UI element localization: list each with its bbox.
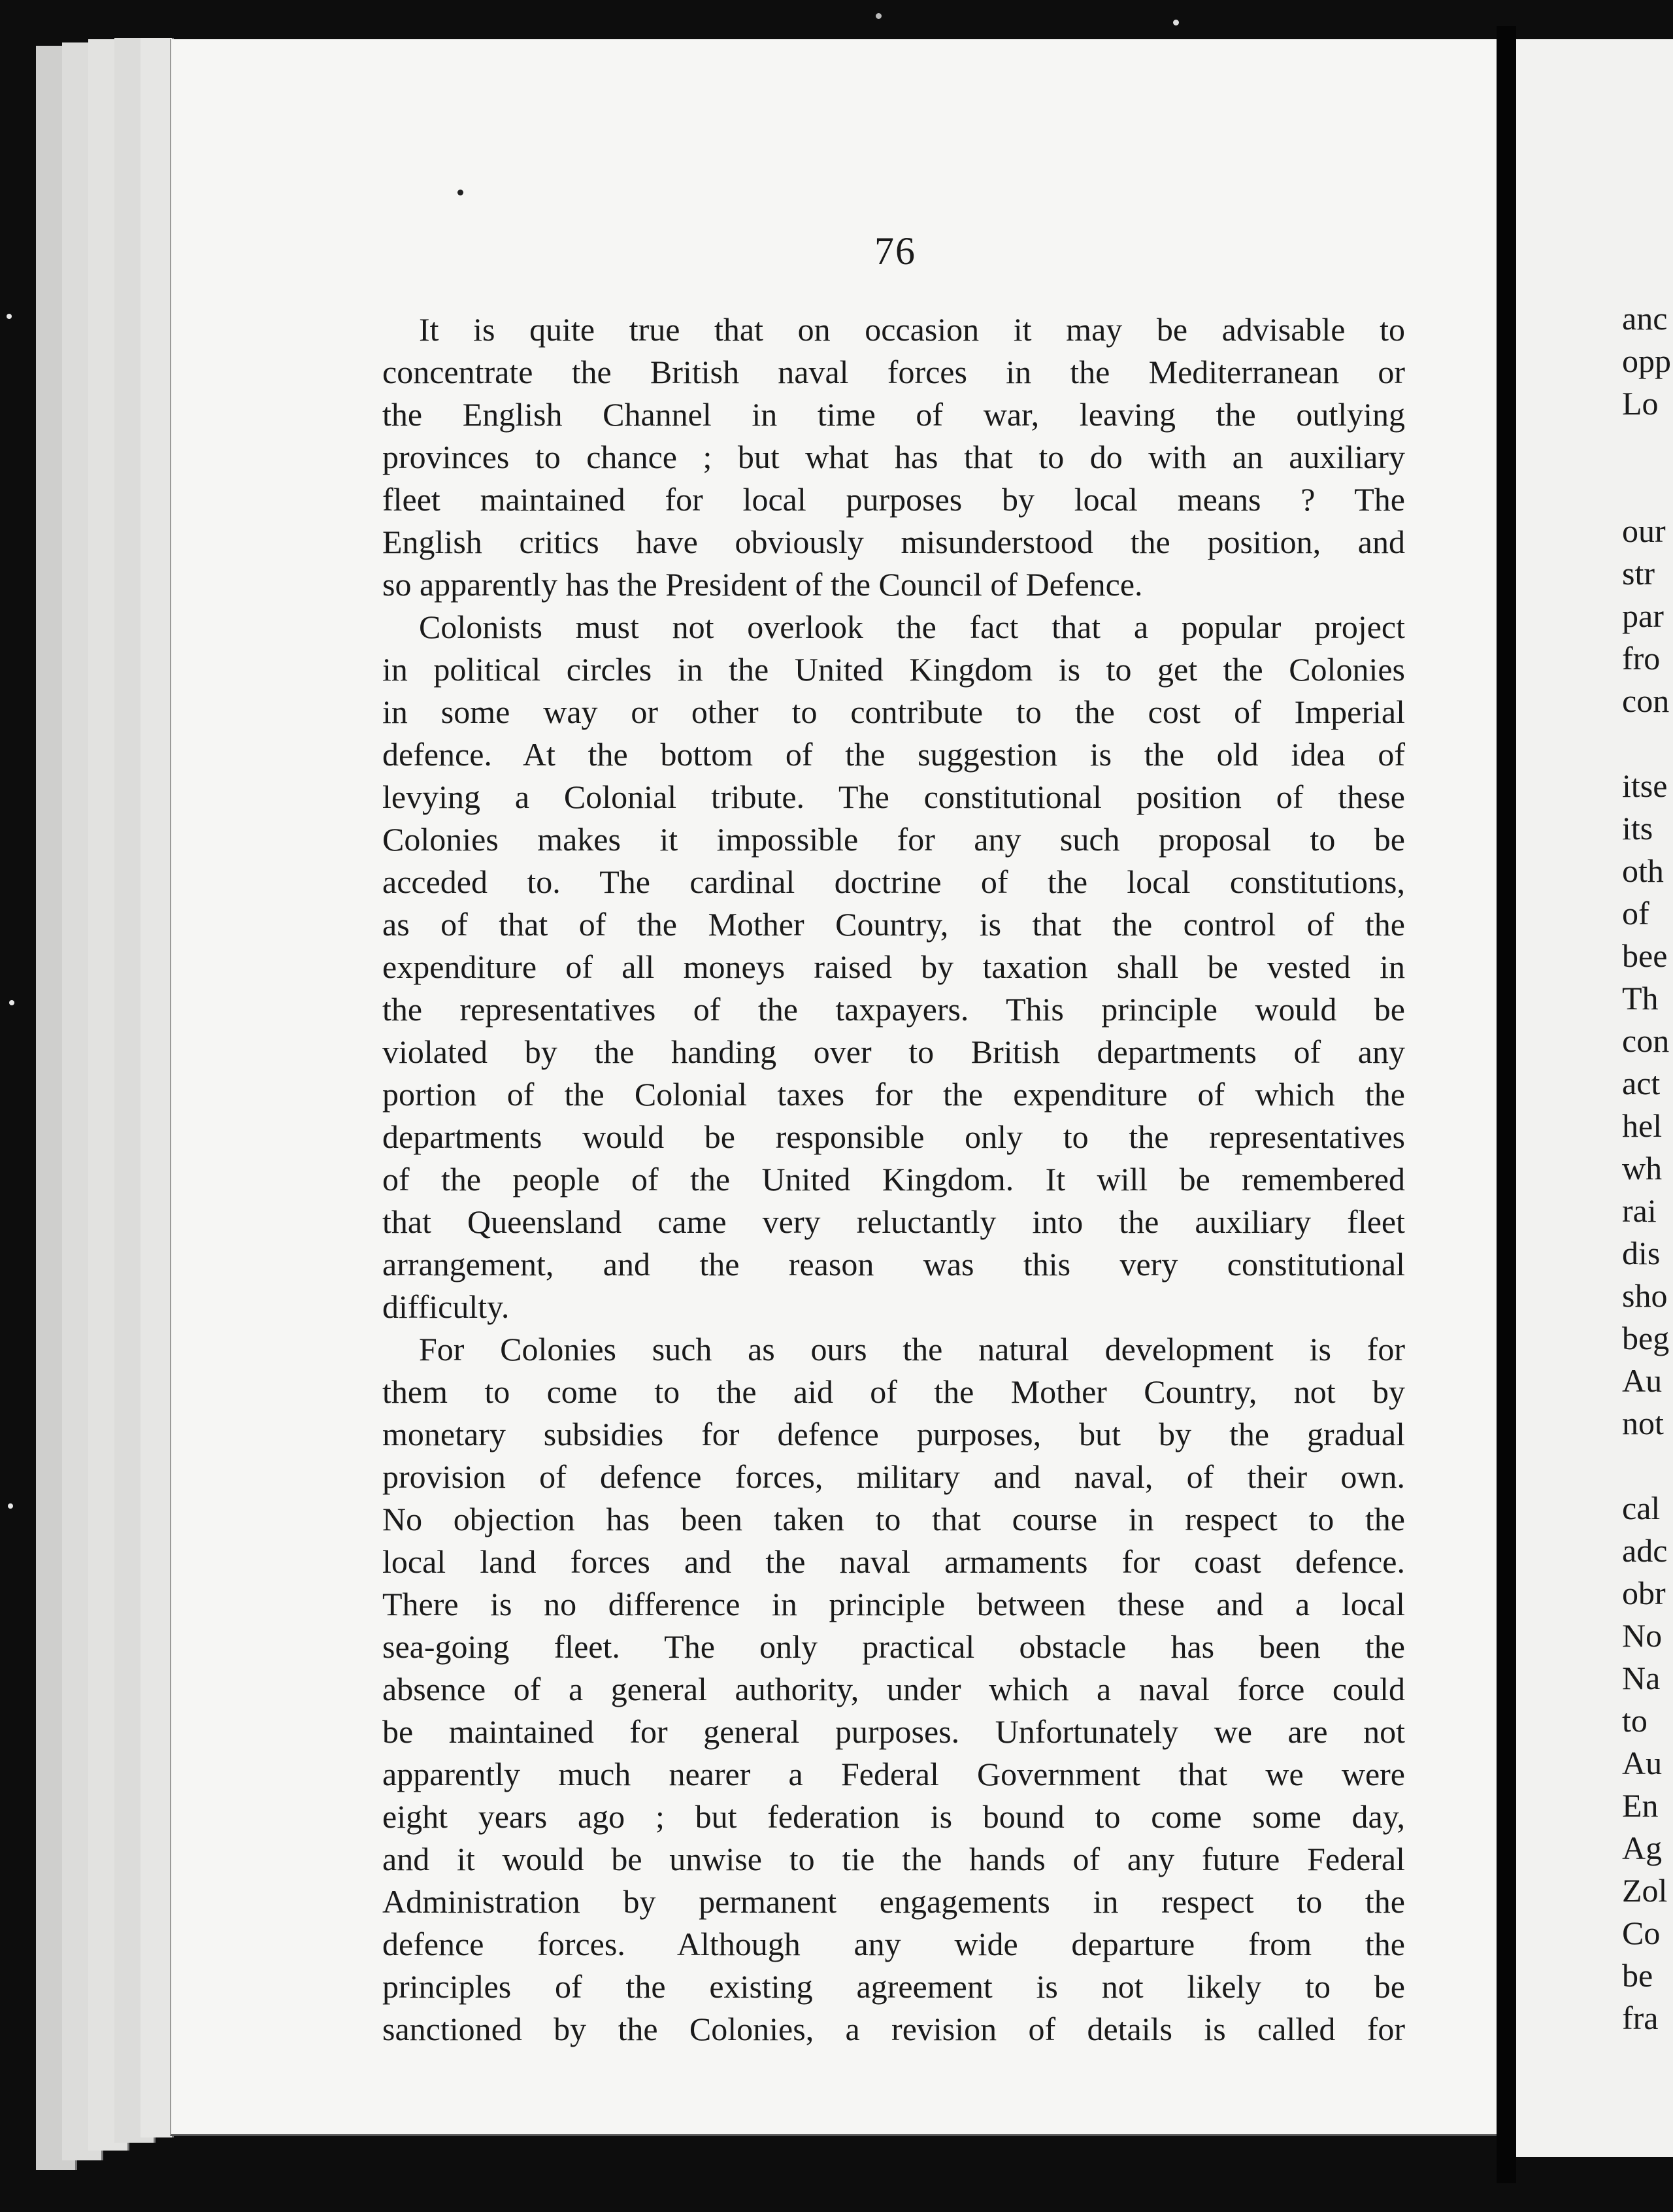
right-page-fragment: En [1622, 1787, 1659, 1824]
page-number: 76 [874, 229, 916, 273]
text-line: so apparently has the President of the Council of Defence. [382, 566, 1143, 603]
right-page-fragment: bee [1622, 937, 1668, 974]
right-page-fragment: rai [1622, 1192, 1657, 1229]
right-page-fragment: adc [1622, 1532, 1668, 1569]
text-line: violated by the handing over to British departments of any [382, 1033, 1405, 1070]
text-line: fleet maintained for local purposes by local means ? The [382, 481, 1405, 518]
right-page-fragment: its [1622, 810, 1653, 846]
text-line: It is quite true that on occasion it may be advisable to [419, 311, 1405, 348]
text-line: levying a Colonial tribute. The constitutional position of these [382, 779, 1405, 815]
right-page-fragment: opp [1622, 343, 1671, 379]
right-page-fragment [1622, 467, 1671, 510]
right-page-fragment: Na [1622, 1660, 1661, 1696]
text-line: Administration by permanent engagements in respect to the [382, 1883, 1405, 1920]
text-line: defence. At the bottom of the suggestion is the old idea of [382, 736, 1405, 773]
page-stack-edge [141, 38, 174, 2137]
right-page-fragment: str [1622, 555, 1655, 592]
right-page-fragment [1622, 425, 1671, 467]
right-page-fragment: obr [1622, 1575, 1666, 1611]
ink-mark [876, 13, 882, 19]
text-line: and it would be unwise to tie the hands of any future Federal [382, 1841, 1405, 1877]
right-page-fragment: be [1622, 1957, 1653, 1994]
body-text [382, 309, 1405, 2051]
text-line: provinces to chance ; but what has that to do with an auxiliary [382, 439, 1405, 475]
right-page-fragment: Th [1622, 980, 1659, 1016]
book-gutter [1497, 26, 1516, 2183]
right-page-fragment: itse [1622, 767, 1668, 804]
right-page-fragment: hel [1622, 1107, 1663, 1144]
right-page-text-fragments [1622, 297, 1671, 2039]
text-line: English critics have obviously misunderstood the position, and [382, 524, 1405, 560]
right-page-fragment: of [1622, 895, 1649, 931]
right-page-fragment: our [1622, 512, 1666, 549]
text-line: sea-going fleet. The only practical obstacle has been the [382, 1628, 1405, 1665]
text-line: as of that of the Mother Country, is that the control of the [382, 906, 1405, 943]
text-line: apparently much nearer a Federal Government that we were [382, 1756, 1405, 1792]
text-line: the representatives of the taxpayers. This principle would be [382, 991, 1405, 1028]
right-page-fragment: oth [1622, 852, 1664, 889]
text-line: them to come to the aid of the Mother Country, not by [382, 1373, 1405, 1410]
ink-mark [1173, 20, 1179, 25]
text-line: monetary subsidies for defence purposes, but by the gradual [382, 1416, 1405, 1452]
right-page-fragment: No [1622, 1617, 1663, 1654]
text-line: defence forces. Although any wide departure from the [382, 1926, 1405, 1962]
ink-mark [457, 190, 463, 195]
right-page-fragment: fra [1622, 2000, 1659, 2036]
text-line: arrangement, and the reason was this very constitutional [382, 1246, 1405, 1282]
right-page-fragment [1622, 722, 1671, 765]
right-page-fragment [1622, 1445, 1671, 1487]
text-line: difficulty. [382, 1288, 510, 1325]
text-line: portion of the Colonial taxes for the expenditure of which the [382, 1076, 1405, 1113]
right-page-fragment: dis [1622, 1235, 1661, 1271]
right-page-fragment: Au [1622, 1745, 1663, 1781]
right-page-fragment: wh [1622, 1150, 1663, 1186]
text-line: in some way or other to contribute to the cost of Imperial [382, 694, 1405, 730]
text-line: be maintained for general purposes. Unfortunately we are not [382, 1713, 1405, 1750]
text-line: that Queensland came very reluctantly into the auxiliary fleet [382, 1203, 1405, 1240]
right-page-fragment: beg [1622, 1320, 1670, 1356]
right-page-fragment: Au [1622, 1362, 1663, 1399]
right-page-fragment: Lo [1622, 385, 1659, 422]
right-page-fragment: con [1622, 1022, 1670, 1059]
text-line: Colonies makes it impossible for any such proposal to be [382, 821, 1405, 858]
text-line: local land forces and the naval armaments for coast defence. [382, 1543, 1405, 1580]
text-line: the English Channel in time of war, leaving the outlying [382, 396, 1405, 433]
right-page-fragment: not [1622, 1405, 1664, 1441]
dust-speck [7, 314, 12, 319]
text-line: eight years ago ; but federation is bound to come some day, [382, 1798, 1405, 1835]
text-line: absence of a general authority, under which a naval force could [382, 1671, 1405, 1707]
right-page-fragment: par [1622, 597, 1664, 634]
right-page-fragment: anc [1622, 300, 1668, 337]
right-page-fragment: cal [1622, 1490, 1661, 1526]
right-page-fragment: sho [1622, 1277, 1668, 1314]
right-page-fragment: Co [1622, 1915, 1661, 1951]
text-line: For Colonies such as ours the natural development is for [419, 1331, 1405, 1367]
text-line: principles of the existing agreement is not likely to be [382, 1968, 1405, 2005]
text-line: There is no difference in principle between these and a local [382, 1586, 1405, 1622]
right-page-fragment: act [1622, 1065, 1661, 1101]
right-page-fragment: to [1622, 1702, 1648, 1739]
text-line: of the people of the United Kingdom. It will be remembered [382, 1161, 1405, 1198]
right-page-fragment: con [1622, 682, 1670, 719]
text-line: expenditure of all moneys raised by taxation shall be vested in [382, 948, 1405, 985]
dust-speck [9, 1000, 14, 1005]
right-page-fragment: fro [1622, 640, 1661, 677]
text-line: acceded to. The cardinal doctrine of the local constitutions, [382, 863, 1405, 900]
text-line: provision of defence forces, military and naval, of their own. [382, 1458, 1405, 1495]
text-line: Colonists must not overlook the fact that a popular project [419, 609, 1405, 645]
text-line: No objection has been taken to that course in respect to the [382, 1501, 1405, 1537]
text-line: sanctioned by the Colonies, a revision of details is called for [382, 2011, 1405, 2047]
right-page-fragment: Ag [1622, 1830, 1663, 1866]
text-line: in political circles in the United Kingdom is to get the Colonies [382, 651, 1405, 688]
text-line: departments would be responsible only to the representatives [382, 1118, 1405, 1155]
dust-speck [8, 1503, 13, 1509]
right-page-fragment: Zol [1622, 1872, 1668, 1909]
text-line: concentrate the British naval forces in the Mediterranean or [382, 354, 1405, 390]
